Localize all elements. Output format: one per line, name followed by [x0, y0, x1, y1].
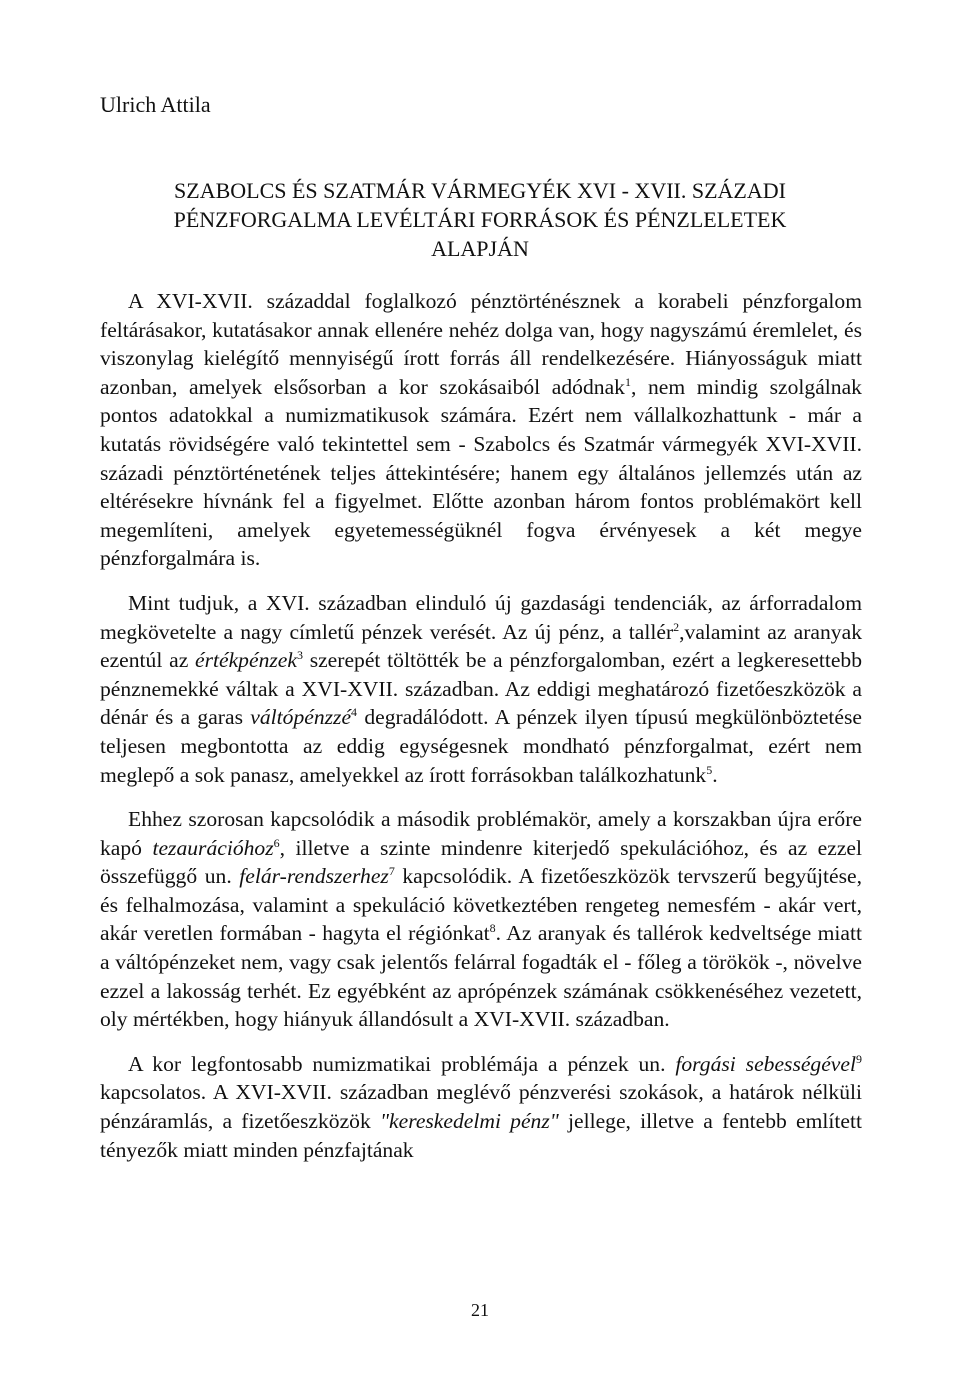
- p2-text-d: degradálódott. A pénzek ilyen típusú megkülönböztetése teljesen megbontotta az eddig egységesnek mondható pénzforgalmat, ezért nem meglepő a sok panasz, amelyekkel az írott forrásokban találkozhatunk: [100, 705, 862, 787]
- footnote-ref-2: 2: [673, 619, 680, 634]
- paragraph-1: [100, 287, 862, 573]
- footnote-ref-3: 3: [296, 647, 303, 662]
- p4-text-a: A kor legfontosabb numizmatikai problémája a pénzek un.: [128, 1051, 676, 1076]
- paragraph-4: [100, 1050, 862, 1164]
- article-body: [100, 287, 862, 1180]
- footnote-ref-4: 4: [351, 705, 358, 720]
- p2-text-b: ,valamint az aranyak ezentúl az: [100, 619, 862, 673]
- footnote-ref-5: 5: [706, 762, 713, 777]
- p4-text-c: jellege, illetve a fentebb említett tényezők miatt minden pénzfajtának: [100, 1109, 862, 1162]
- paragraph-2: [100, 589, 862, 789]
- p4-italic-term-1: forgási sebességével: [675, 1051, 856, 1076]
- footnote-ref-6: 6: [273, 835, 280, 850]
- paragraph-3: [100, 805, 862, 1034]
- p3-text-b: , illetve a szinte mindenre kiterjedő spekulációhoz, és az ezzel összefüggő un.: [100, 835, 863, 889]
- author-name: Ulrich Attila: [100, 92, 211, 117]
- article-title: [100, 176, 860, 263]
- p2-text-e: .: [712, 762, 718, 787]
- p3-text-c: kapcsolódik. A fizetőeszközök tervszerű begyűjtése, és felhalmozása, valamint a spekuláció következtében rengeteg nemesfém - akár vert, akár veretlen formában - hagyta el régiónkat: [100, 864, 862, 946]
- title-line-1: SZABOLCS ÉS SZATMÁR VÁRMEGYÉK XVI - XVII. SZÁZADI: [174, 178, 786, 203]
- footnote-ref-7: 7: [388, 864, 395, 879]
- p3-text-d: . Az aranyak és tallérok kedveltsége miatt a váltópénzeket nem, vagy csak jelentős felárral fogadták el - főleg a törökök -, növelve ezzel a lakosság terhét. Ez egyébként az aprópénzek számának csökkenéséhez vezetett, oly mértékben, hogy hiányuk állandósult a XVI-XVII. században.: [100, 921, 862, 1032]
- title-line-2: PÉNZFORGALMA LEVÉLTÁRI FORRÁSOK ÉS PÉNZLELETEK: [173, 207, 787, 232]
- p3-text-a: Ehhez szorosan kapcsolódik a második problémakör, amely a korszakban újra erőre kapó: [100, 807, 862, 860]
- p2-text-a: Mint tudjuk, a XVI. században elinduló új gazdasági tendenciák, az árforradalom megkövetelte a nagy címletű pénzek verését. Az új pénz, a tallér: [100, 590, 862, 644]
- footnote-ref-8: 8: [489, 921, 496, 936]
- p2-italic-term-2: váltópénzzé: [250, 705, 352, 730]
- title-line-3: ALAPJÁN: [431, 236, 529, 261]
- p4-italic-term-2: "kereskedelmi pénz": [379, 1109, 559, 1134]
- p3-italic-term-2: felár-rendszerhez: [239, 864, 389, 889]
- p1-text-b: , nem mindig szolgálnak pontos adatokkal a numizmatikusok számára. Ezért nem vállalkozhattunk - már a kutatás rövidségére való tekintettel sem - Szabolcs és Szatmár vármegyék XVI-XVII. századi pénztörténetének teljes áttekintésére; hanem egy általános jellemzés után az eltérésekre hívnánk fel a figyelmet. Előtte azonban három fontos problémakört kell megemlíteni, amelyek egyetemességüknél fogva érvényesek a két megye pénzforgalmára is.: [100, 374, 862, 571]
- p2-text-c: szerepét töltötték be a pénzforgalomban, ezért a legkeresettebb pénznemekké váltak a XVI-XVII. században. Az eddigi meghatározó fizetőeszközök a dénár és a garas: [100, 648, 862, 730]
- footnote-ref-1: 1: [624, 374, 631, 389]
- p2-italic-term-1: értékpénzek: [195, 648, 297, 673]
- p4-text-b: kapcsolatos. A XVI-XVII. században meglévő pénzverési szokások, a határok nélküli pénzáramlás, a fizetőeszközök: [100, 1080, 862, 1134]
- footnote-ref-9: 9: [855, 1051, 862, 1066]
- p3-italic-term-1: tezaurációhoz: [152, 835, 274, 860]
- page-number: 21: [471, 1300, 489, 1320]
- p1-text-a: A XVI-XVII. századdal foglalkozó pénztörténésznek a korabeli pénzforgalom feltárásakor, kutatásakor annak ellenére nehéz dolga van, hogy nagyszámú éremlelet, és viszonylag kielégítő mennyiségű írott forrás áll rendelkezésére. Hiányosságuk miatt azonban, amelyek elsősorban a kor szokásaiból adódnak: [100, 289, 862, 399]
